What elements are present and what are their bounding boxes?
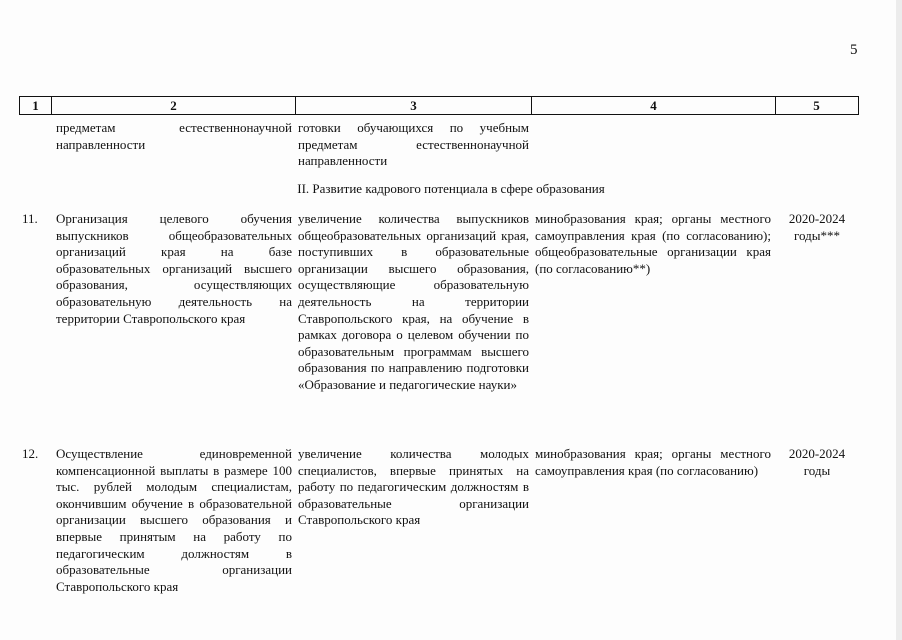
row-event-text: Осуществление единовременной компенсационной выплаты в размере 100 тыс. рублей молодым специалистам, окончившим обучение в образовательной организации высшего образования и впервые принятым на работу по педагогическим должностям в образовательные организации Ставропольского края — [56, 446, 292, 594]
continuation-result-text: готовки обучающихся по учебным предметам естественнонаучной направленности — [298, 120, 529, 169]
row-result-text: увеличение количества молодых специалистов, впервые принятых на работу по педагогическим должностям в образовательные организации Ставропольского края — [298, 446, 529, 528]
section-title: II. Развитие кадрового потенциала в сфере образования — [297, 181, 605, 196]
header-col-5: 5 — [813, 98, 820, 113]
row-period-text: 2020-2024 годы — [788, 446, 846, 478]
row-result-text: увеличение количества выпускников общеобразовательных организаций края, поступивших в образовательные организации высшего образования, осуществляющие образовательную деятельность на территории Ставропольского края, на обучение в рамках договора о целевом обучении по образовательным программам высшего образования по направлению подготовки «Образование и педагогические науки» — [298, 211, 529, 392]
row-number: 12. — [22, 446, 39, 461]
header-col-4: 4 — [650, 98, 657, 113]
table-header-row — [19, 96, 859, 115]
header-col-2: 2 — [170, 98, 177, 113]
header-col-3: 3 — [410, 98, 417, 113]
row-event-text: Организация целевого обучения выпускников общеобразовательных организаций края на базе образовательных организаций высшего образования, осуществляющих образовательную деятельность на территории Ставропольского края — [56, 211, 292, 326]
row-number: 11. — [22, 211, 38, 226]
page-edge — [896, 0, 902, 640]
header-col-1: 1 — [32, 98, 39, 113]
row-executors-text: минобразования края; органы местного самоуправления края (по согласованию); общеобразовательные организации края (по согласованию**) — [535, 211, 771, 276]
row-executors-text: минобразования края; органы местного самоуправления края (по согласованию) — [535, 446, 771, 478]
row-period-text: 2020-2024 годы*** — [788, 211, 846, 243]
page-number: 5 — [850, 42, 858, 58]
continuation-event-text: предметам естественнонаучной направленности — [56, 120, 292, 152]
